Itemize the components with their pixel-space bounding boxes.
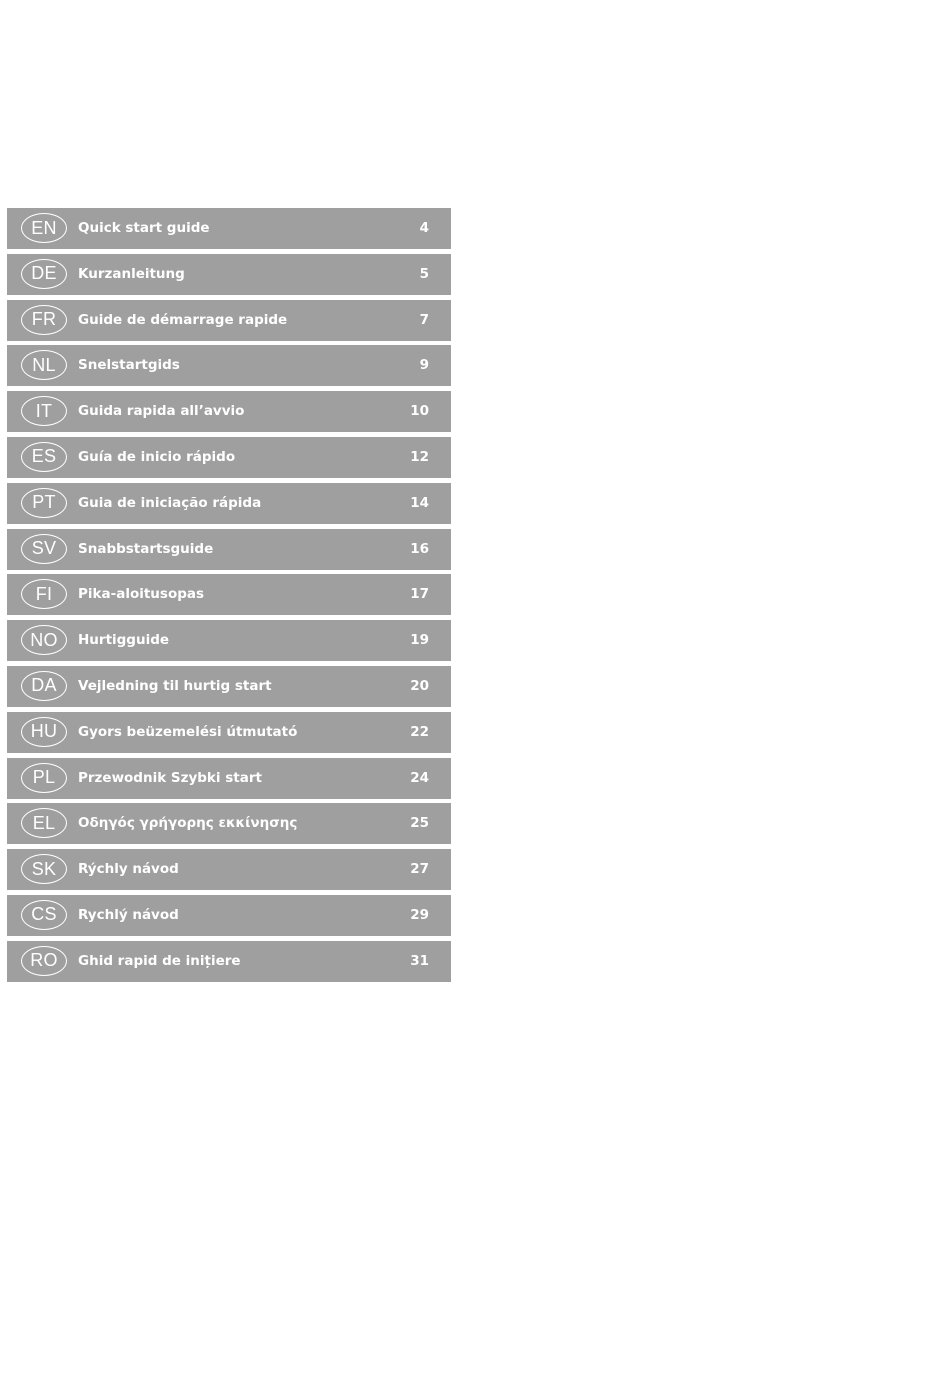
toc-row-nl[interactable] <box>7 345 451 386</box>
language-table-of-contents <box>7 208 451 987</box>
guide-title: Οδηγός γρήγορης εκκίνησης <box>78 815 298 832</box>
page-number: 16 <box>410 540 429 557</box>
guide-title: Kurzanleitung <box>78 265 185 282</box>
toc-row-da[interactable] <box>7 666 451 707</box>
language-code-badge: PL <box>21 763 67 793</box>
toc-row-cs[interactable] <box>7 895 451 936</box>
toc-row-no[interactable] <box>7 620 451 661</box>
guide-title: Rychlý návod <box>78 906 179 923</box>
guide-title: Snelstartgids <box>78 357 180 374</box>
toc-row-en[interactable] <box>7 208 451 249</box>
guide-title: Gyors beüzemelési útmutató <box>78 723 298 740</box>
guide-title: Snabbstartsguide <box>78 540 214 557</box>
language-code-badge: FR <box>21 305 67 335</box>
page-number: 25 <box>410 815 429 832</box>
guide-title: Przewodnik Szybki start <box>78 769 262 786</box>
guide-title: Ghid rapid de inițiere <box>78 952 241 969</box>
guide-title: Rýchly návod <box>78 861 179 878</box>
page-number: 31 <box>410 952 429 969</box>
guide-title: Guia de iniciação rápida <box>78 494 262 511</box>
page-number: 12 <box>410 448 429 465</box>
toc-row-fr[interactable] <box>7 300 451 341</box>
page-number: 29 <box>410 906 429 923</box>
toc-row-fi[interactable] <box>7 574 451 615</box>
toc-row-it[interactable] <box>7 391 451 432</box>
language-code-badge: NL <box>21 350 67 380</box>
toc-row-ro[interactable] <box>7 941 451 982</box>
language-code-badge: EN <box>21 213 67 243</box>
toc-row-sv[interactable] <box>7 529 451 570</box>
language-code-badge: FI <box>21 579 67 609</box>
toc-row-de[interactable] <box>7 254 451 295</box>
guide-title: Quick start guide <box>78 220 210 236</box>
language-code-badge: ES <box>21 442 67 472</box>
language-code-badge: IT <box>21 396 67 426</box>
language-code-badge: RO <box>21 946 67 976</box>
guide-title: Pika-aloitusopas <box>78 586 205 603</box>
toc-row-pt[interactable] <box>7 483 451 524</box>
page-number: 24 <box>410 769 429 786</box>
guide-title: Guida rapida all’avvio <box>78 403 245 420</box>
page-number: 14 <box>410 494 429 511</box>
page-number: 20 <box>410 677 429 694</box>
page-number: 27 <box>410 861 429 878</box>
toc-row-hu[interactable] <box>7 712 451 753</box>
guide-title: Hurtigguide <box>78 632 170 649</box>
guide-title: Vejledning til hurtig start <box>78 677 272 694</box>
guide-title: Guide de démarrage rapide <box>78 311 288 328</box>
toc-row-sk[interactable] <box>7 849 451 890</box>
language-code-badge: SK <box>21 854 67 884</box>
language-code-badge: DE <box>21 259 67 289</box>
toc-row-pl[interactable] <box>7 758 451 799</box>
language-code-badge: EL <box>21 808 67 838</box>
guide-title: Guía de inicio rápido <box>78 448 236 465</box>
toc-row-es[interactable] <box>7 437 451 478</box>
page-number: 4 <box>419 220 429 236</box>
language-code-badge: DA <box>21 671 67 701</box>
toc-row-el[interactable] <box>7 803 451 844</box>
language-code-badge: HU <box>21 717 67 747</box>
page-number: 22 <box>410 723 429 740</box>
language-code-badge: NO <box>21 625 67 655</box>
page-number: 17 <box>410 586 429 603</box>
page-number: 10 <box>410 403 429 420</box>
language-code-badge: CS <box>21 900 67 930</box>
language-code-badge: PT <box>21 488 67 518</box>
page-number: 7 <box>419 311 429 328</box>
page-number: 5 <box>419 265 429 282</box>
page-number: 9 <box>419 357 429 374</box>
page-number: 19 <box>410 632 429 649</box>
language-code-badge: SV <box>21 534 67 564</box>
